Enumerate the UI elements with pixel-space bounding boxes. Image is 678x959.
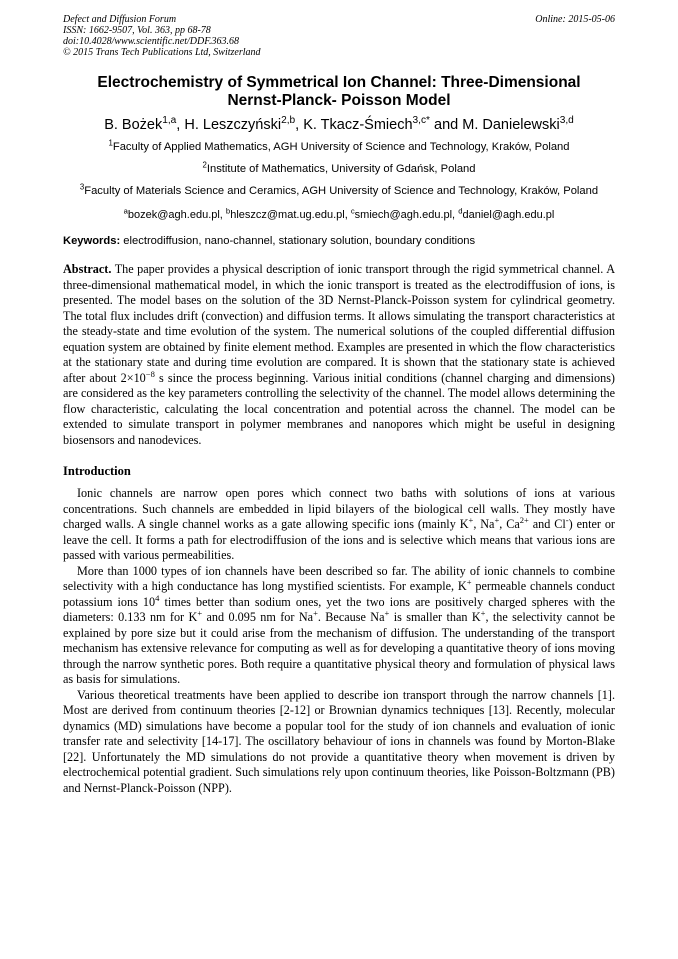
text-run: Ionic channels are narrow open pores which connect two baths with solutions of ions at various concentrations. Such channels are embedded in lipid bilayers of the biological cell walls. They mostly have charged walls. A single channel works as a gate allowing specific ions (mainly K [63,486,615,531]
author-separator: , [295,117,304,133]
author-affil-sup: 3,c* [412,115,430,127]
superscript: + [466,576,472,587]
affiliation-2 [63,162,615,176]
email-sup: b [225,206,231,216]
superscript: + [384,607,390,618]
intro-paragraph-1 [63,486,615,564]
text-run: . Because Na [317,610,385,624]
superscript: 4 [155,592,160,603]
superscript: + [197,607,203,618]
superscript: + [494,514,500,525]
keywords-text: electrodiffusion, nano-channel, stationary solution, boundary conditions [120,235,476,247]
text-run: permeable channels conduct potassium ions 10 [63,579,615,609]
issn-line: ISSN: 1662-9507, Vol. 363, pp 68-78 [63,25,211,36]
journal-header [63,14,615,58]
email-list [63,208,615,222]
superscript: 2+ [519,514,529,525]
text-run: and Cl [528,517,566,531]
superscript: + [468,514,474,525]
author-name: M. Danielewski [462,117,560,133]
text-run: , the selectivity cannot be explained by pore size but it could arise from the mechanism of diffusion. The understanding of the transport mechanism has extensive relevance for computing as well as for developing a quantitative theory of ions moving through the narrow synthetic pores. Both require a quantitative physical theory and formulation of physical laws as basis for simulations. [63,610,616,686]
text-run: times better than sodium ones, yet the two ions are positively charged spheres with the diameters: 0.133 nm for K [63,594,615,624]
text-run: is smaller than K [389,610,481,624]
journal-name: Defect and Diffusion Forum [63,14,177,25]
affiliation-text: Faculty of Applied Mathematics, AGH University of Science and Technology, Kraków, Poland [112,141,570,153]
author-affil-sup: 1,a [162,115,177,127]
author-name: H. Leszczyński [184,117,282,133]
doi-line: doi:10.4028/www.scientific.net/DDF.363.68 [63,36,240,47]
abstract-label: Abstract. [63,262,112,276]
affiliation-sup: 1 [108,138,113,148]
email-sup: d [458,206,463,216]
email-address: daniel@agh.edu.pl [462,209,555,221]
introduction-heading: Introduction [63,464,131,478]
abstract-text: The paper provides a physical description of ionic transport through the rigid symmetrical channel. A three-dimensional mathematical model, in which the ionic transport is treated as the electrodiffusion of ions, is presented. The model bases on the solution of the 3D Nernst-Planck-Poisson system for cylindrical geometry. The total flux includes drift (convection) and diffusion terms. It allows simulating the transport characteristics at the steady-state and time evolution of the system. The numerical solutions of the coupled differential diffusion equation system are obtained by finite element method. Examples are presented in which the flow characteristics at the stationary state and during time evolution are compared. It is shown that the stationary state is achieved after about 2×10 [63,262,615,385]
affiliation-3 [63,184,615,198]
affiliation-text: Institute of Mathematics, University of Gdańsk, Poland [206,163,476,175]
keywords [63,234,615,248]
text-run: ) enter or leave the cell. It forms a path for electrodiffusion of the ions and is selective which means that various ions are passed with various permeabilities. [63,517,615,562]
title-line-2: Nernst-Planck- Poisson Model [227,92,451,109]
author-separator: , [176,117,185,133]
intro-paragraph-3: Various theoretical treatments have been applied to describe ion transport through the narrow channels [1]. Most are derived from continuum theories [2-12] or Brownian dynamics techniques [13]. Recently, molecular dynamics (MD) simulations have become a popular tool for the study of ion channels and evaluation of ionic transfer rate and selectivity [14-17]. The oscillatory behaviour of ions in channels was found by Morton-Blake [22]. Unfortunately the MD simulations do not provide a quantitative theory when movement is driven by electrochemical potential gradient. Such simulations rely upon continuum theories, like Poisson-Boltzmann (PB) and Nernst-Planck-Poisson (NPP). [63,687,615,795]
text-run: More than 1000 types of ion channels have been described so far. The ability of ionic channels to combine selectivity with a high conductance has long mystified scientists. For example, K [63,563,615,593]
superscript: + [480,607,486,618]
email-sup: c [350,206,355,216]
email-address: hleszcz@mat.ug.edu.pl, [230,209,351,221]
email-address: smiech@agh.edu.pl, [354,209,459,221]
affiliation-1 [63,140,615,154]
online-date: Online: 2015-05-06 [535,14,615,25]
superscript: - [565,514,569,525]
copyright-line: © 2015 Trans Tech Publications Ltd, Switzerland [63,47,261,58]
affiliation-sup: 3 [79,182,85,192]
title-line-1: Electrochemistry of Symmetrical Ion Channel: Three-Dimensional [97,74,581,91]
intro-paragraph-2 [63,564,615,688]
affiliation-text: Faculty of Materials Science and Ceramics, AGH University of Science and Technology, Kraków, Poland [84,185,599,197]
email-sup: a [123,206,128,216]
superscript: + [313,607,318,618]
abstract-text: s since the process beginning. Various initial conditions (channel charging and dimensions) are considered as the key parameters controlling the selectivity of the channel. The model allows determining the flow characteristic, calculating the local concentration and potential across the channel. The model can be extended to simulate transport in polymer membranes and nanopores which might be useful in designing biosensors and nanodevices. [63,370,615,447]
keywords-label: Keywords: [63,235,121,247]
affiliation-sup: 2 [202,160,207,170]
email-address: bozek@agh.edu.pl, [127,209,226,221]
text-run: , Ca [499,517,520,531]
author-name: K. Tkacz-Śmiech [303,117,413,133]
author-affil-sup: 2,b [281,115,296,127]
author-list [63,116,615,134]
author-separator: and [429,117,463,133]
text-run: and 0.095 nm for Na [202,610,314,624]
author-affil-sup: 3,d [559,115,574,127]
paper-title [63,74,615,110]
abstract-exponent: −8 [145,368,155,379]
text-run: , Na [473,517,495,531]
abstract [63,262,615,448]
author-name: B. Bożek [104,117,163,133]
